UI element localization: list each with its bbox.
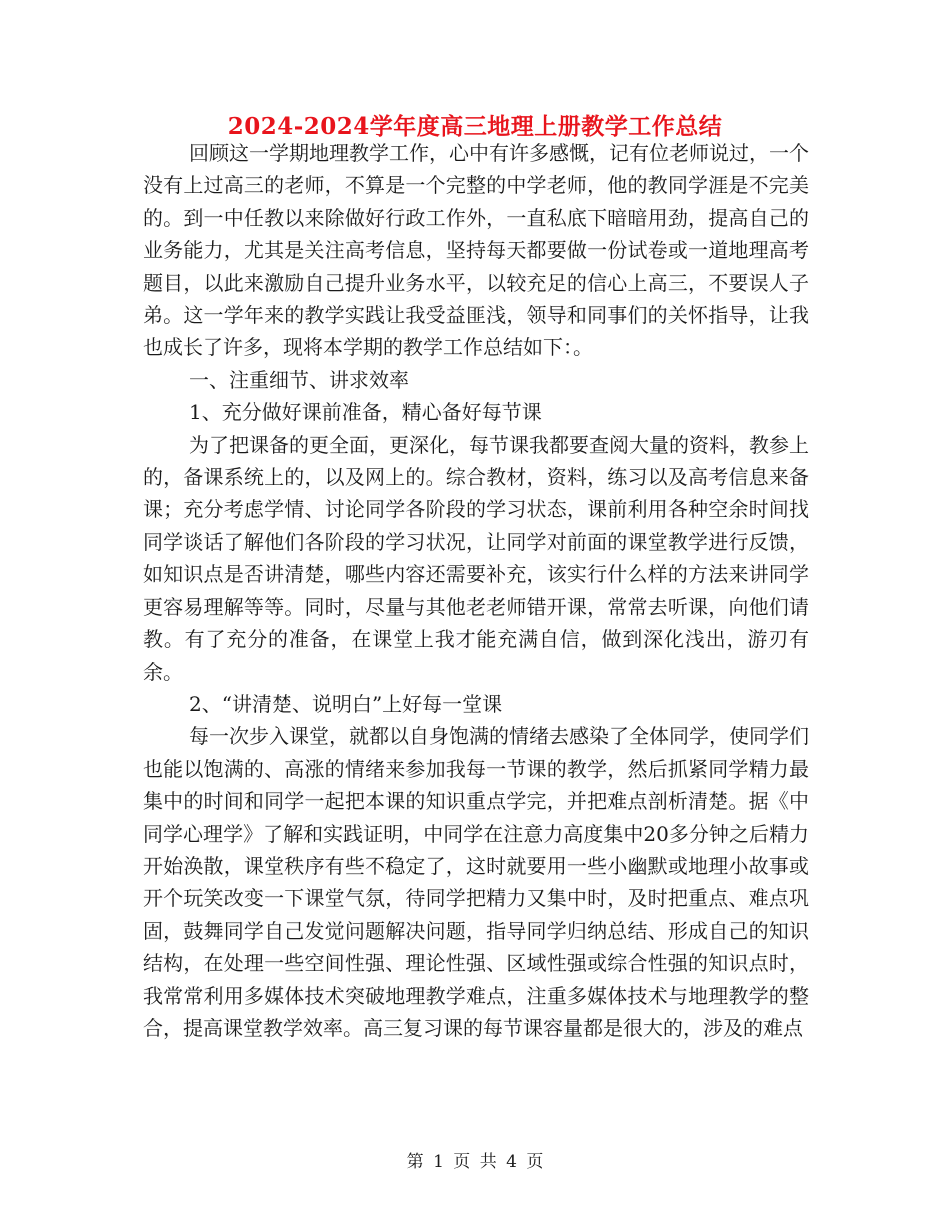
document-body: [143, 137, 809, 1044]
subsection-heading-1: 1、充分做好课前准备，精心备好每节课: [189, 400, 542, 425]
body-paragraph-2: 每一次步入课堂，就都以自身饱满的情绪去感染了全体同学，使同学们也能以饱满的、高涨的情绪来参加我每一节课的教学，然后抓紧同学精力最集中的时间和同学一起把本课的知识重点学完，并把难点剖析清楚。据《中同学心理学》了解和实践证明，中同学在注意力高度集中20多分钟之后精力开始涣散，课堂秩序有些不稳定了，这时就要用一些小幽默或地理小故事或开个玩笑改变一下课堂气氛，待同学把精力又集中时，及时把重点、难点巩固，鼓舞同学自己发觉问题解决问题，指导同学归纳总结、形成自己的知识结构，在处理一些空间性强、理论性强、区域性强或综合性强的知识点时，我常常利用多媒体技术突破地理教学难点，注重多媒体技术与地理教学的整合，提高课堂教学效率。高三复习课的每节课容量都是很大的，涉及的难点: [143, 724, 809, 1040]
subsection-heading-2: 2、“讲清楚、说明白”上好每一堂课: [189, 691, 503, 716]
intro-paragraph: 回顾这一学期地理教学工作，心中有许多感慨，记有位老师说过，一个没有上过高三的老师，不算是一个完整的中学老师，他的教同学涯是不完美的。到一中任教以来除做好行政工作外，一直私底下暗暗用劲，提高自己的业务能力，尤其是关注高考信息，坚持每天都要做一份试卷或一道地理高考题目，以此来激励自己提升业务水平，以较充足的信心上高三，不要误人子弟。这一学年来的教学实践让我受益匪浅，领导和同事们的关怀指导，让我也成长了许多，现将本学期的教学工作总结如下：。: [143, 141, 809, 360]
section-heading: 一、注重细节、讲求效率: [189, 367, 409, 392]
document-title: 2024-2024学年度高三地理上册教学工作总结: [227, 113, 723, 140]
page-footer: 第 1 页 共 4 页: [406, 1152, 544, 1172]
body-paragraph-1: 为了把课备的更全面，更深化，每节课我都要查阅大量的资料，教参上的，备课系统上的，以及网上的。综合教材，资料，练习以及高考信息来备课；充分考虑学情、讨论同学各阶段的学习状态，课前利用各种空余时间找同学谈话了解他们各阶段的学习状况，让同学对前面的课堂教学进行反馈，如知识点是否讲清楚，哪些内容还需要补充，该实行什么样的方法来讲同学更容易理解等等。同时，尽量与其他老老师错开课，常常去听课，向他们请教。有了充分的准备，在课堂上我才能充满自信，做到深化浅出，游刃有余。: [143, 432, 809, 684]
